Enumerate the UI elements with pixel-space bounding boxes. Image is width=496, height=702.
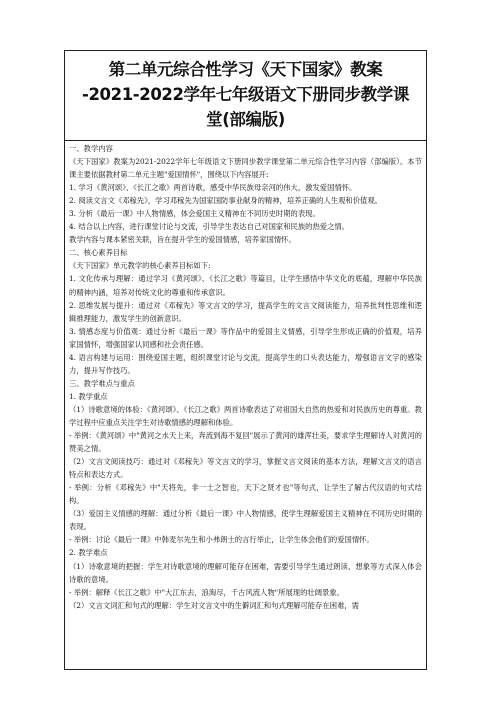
section-heading: 一、教学内容 <box>69 144 113 153</box>
document-title <box>69 57 422 132</box>
title-line: 堂(部编版) <box>206 110 285 129</box>
section-heading: 三、教学难点与重点 <box>69 378 135 388</box>
list-item: 2. 思维发展与提升：通过对《邓稼先》等文言文的学习，提高学生的文言文阅读能力，培养批判性思维和逻辑推理能力，激发学生的创新意识。 <box>69 300 422 323</box>
list-item: 3. 情感态度与价值观：通过分析《最后一课》等作品中的爱国主义情感，引导学生形成正确的价值观，培养家国情怀，增强国家认同感和社会责任感。 <box>69 326 422 349</box>
list-item: 1. 文化传承与理解：通过学习《黄河颂》、《长江之歌》等篇目，让学生感悟中华文化的底蕴，理解中华民族的精神内涵，培养对传统文化的尊重和传承意识。 <box>69 274 422 297</box>
section-heading: 二、核心素养目标 <box>69 248 128 258</box>
subsection-heading: 2. 教学难点 <box>69 548 108 558</box>
document-page <box>64 50 427 670</box>
paragraph: 《天下国家》单元教学的核心素养目标如下: <box>69 261 211 271</box>
list-item: （1）诗歌意境的体验：《黄河颂》、《长江之歌》两首诗歌表达了对祖国大自然的热爱和对民族历史的尊重。教学过程中应重点关注学生对诗歌情感的理解和体验。 <box>69 404 422 427</box>
list-item: 4. 结合以上内容，进行课堂讨论与交流，引导学生表达自己对国家和民族的热爱之情。 <box>69 222 350 232</box>
list-item: （1）诗歌意境的把握：学生对诗歌意境的理解可能存在困难，需要引导学生通过朗读、想象等方式深入体会诗歌的意境。 <box>69 561 422 584</box>
list-item: （2）文言文词汇和句式的理解：学生对文言文中的生僻词汇和句式理解可能存在困难，需 <box>69 600 360 610</box>
subsection-heading: 1. 教学重点 <box>69 391 108 401</box>
list-item: 2. 阅读文言文《邓稼先》，学习邓稼先为国家国防事业献身的精神，培养正确的人生观和价值观。 <box>69 196 382 206</box>
list-item: 4. 语言构建与运用：围绕爱国主题，组织课堂讨论与交流，提高学生的口头表达能力，增强语言文字的感染力，提升写作技巧。 <box>69 352 422 375</box>
example-item: - 举例：解释《长江之歌》中"大江东去，浪淘尽，千古风流人物"所展现的壮阔景象。 <box>69 587 344 597</box>
example-item: - 举例：讨论《最后一课》中韩麦尔先生和小弗朗士的言行举止，让学生体会他们的爱国情怀。 <box>69 535 374 545</box>
document-body <box>65 141 426 612</box>
title-line: 第二单元综合性学习《天下国家》教案 <box>108 60 383 79</box>
example-item: - 举例：《黄河颂》中"黄河之水天上来，奔流到海不复回"展示了黄河的雄浑壮美，要求学生理解诗人对黄河的赞美之情。 <box>69 431 422 454</box>
list-item: （2）文言文阅读技巧：通过对《邓稼先》等文言文的学习，掌握文言文阅读的基本方法，理解文言文的语言特点和表达方式。 <box>69 457 422 480</box>
paragraph: 《天下国家》教案为2021-2022学年七年级语文下册同步教学课堂第二单元综合性学习内容（部编版）。本节课主要依据教材第二单元主题"爱国情怀"，围绕以下内容展开: <box>69 157 422 180</box>
example-item: - 举例：分析《邓稼先》中"天将先，非一士之智也，天下之贤才也"等句式，让学生了解古代汉语的句式结构。 <box>69 483 422 506</box>
list-item: 3. 分析《最后一课》中人物情感，体会爱国主义精神在不同历史时期的表现。 <box>69 209 320 219</box>
title-box <box>65 51 426 141</box>
list-item: （3）爱国主义情感的理解：通过分析《最后一课》中人物情感，使学生理解爱国主义精神在不同历史时期的表现。 <box>69 509 422 532</box>
list-item: 1. 学习《黄河颂》、《长江之歌》两首诗歌，感受中华民族母亲河的伟大，激发爱国情怀。 <box>69 183 357 193</box>
paragraph: 教学内容与课本紧密关联，旨在提升学生的爱国情感，培养家国情怀。 <box>69 235 296 245</box>
title-line: -2021-2022学年七年级语文下册同步教学课 <box>82 85 409 104</box>
